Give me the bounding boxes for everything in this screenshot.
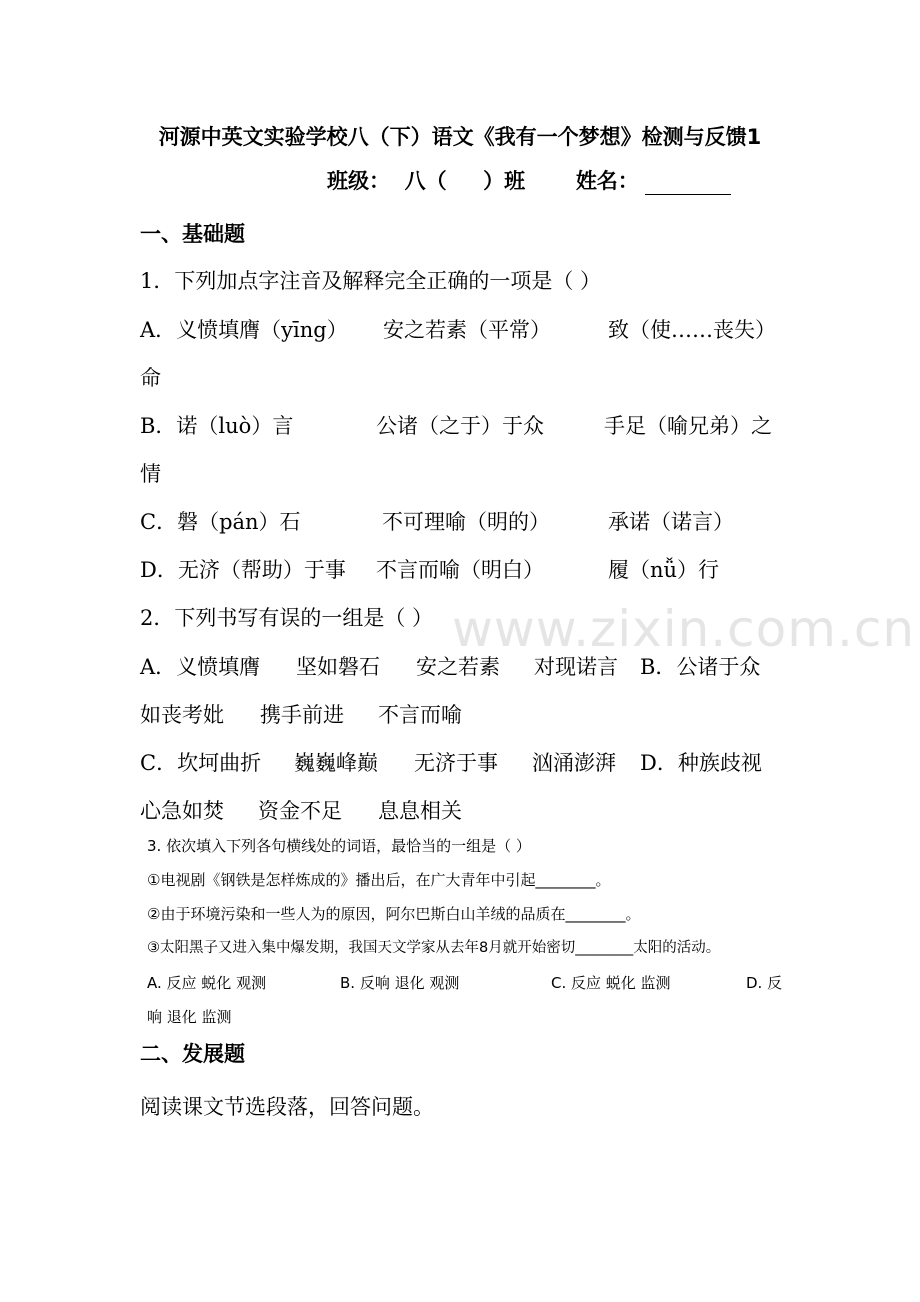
section2-intro: 阅读课文节选段落，回答问题。 (140, 1095, 434, 1119)
section1-heading: 一、基础题 (140, 222, 245, 246)
q2-stem: 2．下列书写有误的一组是（ ） (140, 606, 434, 630)
q2-r3-item: 无济于事 (414, 751, 498, 775)
q2-r3-item: C．坎坷曲折 (140, 751, 262, 775)
q3-sentence-3: ③太阳黑子又进入集中爆发期，我国天文学家从去年8月就开始密切________太阳的活动。 (147, 940, 721, 956)
q1-c-part2: 不可理喻（明的） (382, 510, 550, 534)
q2-row2 (140, 701, 800, 729)
section2-heading: 二、发展题 (140, 1042, 245, 1066)
q1-b-part2: 公诸（之于）于众 (376, 414, 544, 438)
q1-option-d (140, 556, 800, 584)
q1-stem: 1．下列加点字注音及解释完全正确的一项是（ ） (140, 269, 602, 293)
q2-r3-item: 汹涌澎湃 (532, 751, 616, 775)
q1-option-c (140, 508, 800, 536)
q3-option-c: C. 反应 蜕化 监测 (551, 974, 671, 992)
q1-d-part3: 履（nǚ）行 (608, 558, 720, 582)
q1-c-part3: 承诺（诺言） (608, 510, 734, 534)
q2-r4-item: 息息相关 (378, 799, 462, 823)
q1-a-part2: 安之若素（平常） (383, 318, 551, 342)
q1-a-part1: A．义愤填膺（yīng） (140, 318, 348, 342)
watermark-text: www.zixin.com.cn (452, 600, 916, 658)
name-label: 姓名： (575, 169, 639, 193)
q2-r2-item: 携手前进 (260, 703, 344, 727)
q1-d-part2: 不言而喻（明白） (376, 558, 544, 582)
q2-r1-item: 坚如磐石 (296, 655, 380, 679)
q2-r1-item: 对现诺言 (534, 655, 618, 679)
q1-d-part1: D．无济（帮助）于事 (140, 558, 346, 582)
q3-option-d-wrap: 响 退化 监测 (147, 1008, 232, 1026)
q1-c-part1: C．磐（pán）石 (140, 510, 301, 534)
q1-b-wrap: 情 (140, 462, 161, 486)
document-title: 河源中英文实验学校八（下）语文《我有一个梦想》检测与反馈1 (158, 125, 762, 149)
class-label: 班级： 八（ ）班 (327, 169, 526, 193)
q2-r1-item: B．公诸于众 (640, 655, 761, 679)
q3-sentence-1: ①电视剧《钢铁是怎样炼成的》播出后，在广大青年中引起________。 (147, 871, 611, 889)
class-name-line (327, 165, 731, 195)
q2-r2-item: 如丧考妣 (140, 703, 224, 727)
q1-b-part3: 手足（喻兄弟）之 (604, 414, 772, 438)
q3-sentence-2: ②由于环境污染和一些人为的原因，阿尔巴斯白山羊绒的品质在________。 (147, 905, 641, 923)
q1-option-a (140, 316, 800, 344)
q2-row3 (140, 749, 800, 777)
q1-option-b (140, 412, 800, 440)
q2-r3-item: D．种族歧视 (640, 751, 762, 775)
q2-r2-item: 不言而喻 (378, 703, 462, 727)
q3-options (147, 972, 797, 994)
q3-stem: 3. 依次填入下列各句横线处的词语，最恰当的一组是（ ） (147, 837, 531, 855)
q1-b-part1: B．诺（luò）言 (140, 414, 294, 438)
name-blank (645, 172, 731, 195)
q3-option-d: D. 反 (746, 974, 783, 992)
q2-r1-item: 安之若素 (416, 655, 500, 679)
q2-r4-item: 资金不足 (258, 799, 342, 823)
q2-r1-item: A．义愤填膺 (140, 655, 261, 679)
q1-a-wrap: 命 (140, 366, 161, 390)
q2-row4 (140, 797, 800, 825)
q1-a-part3: 致（使……丧失） (608, 318, 776, 342)
q3-option-a: A. 反应 蜕化 观测 (147, 974, 267, 992)
q2-r3-item: 巍巍峰巅 (294, 751, 378, 775)
q3-option-b: B. 反响 退化 观测 (340, 974, 460, 992)
q2-r4-item: 心急如焚 (140, 799, 224, 823)
